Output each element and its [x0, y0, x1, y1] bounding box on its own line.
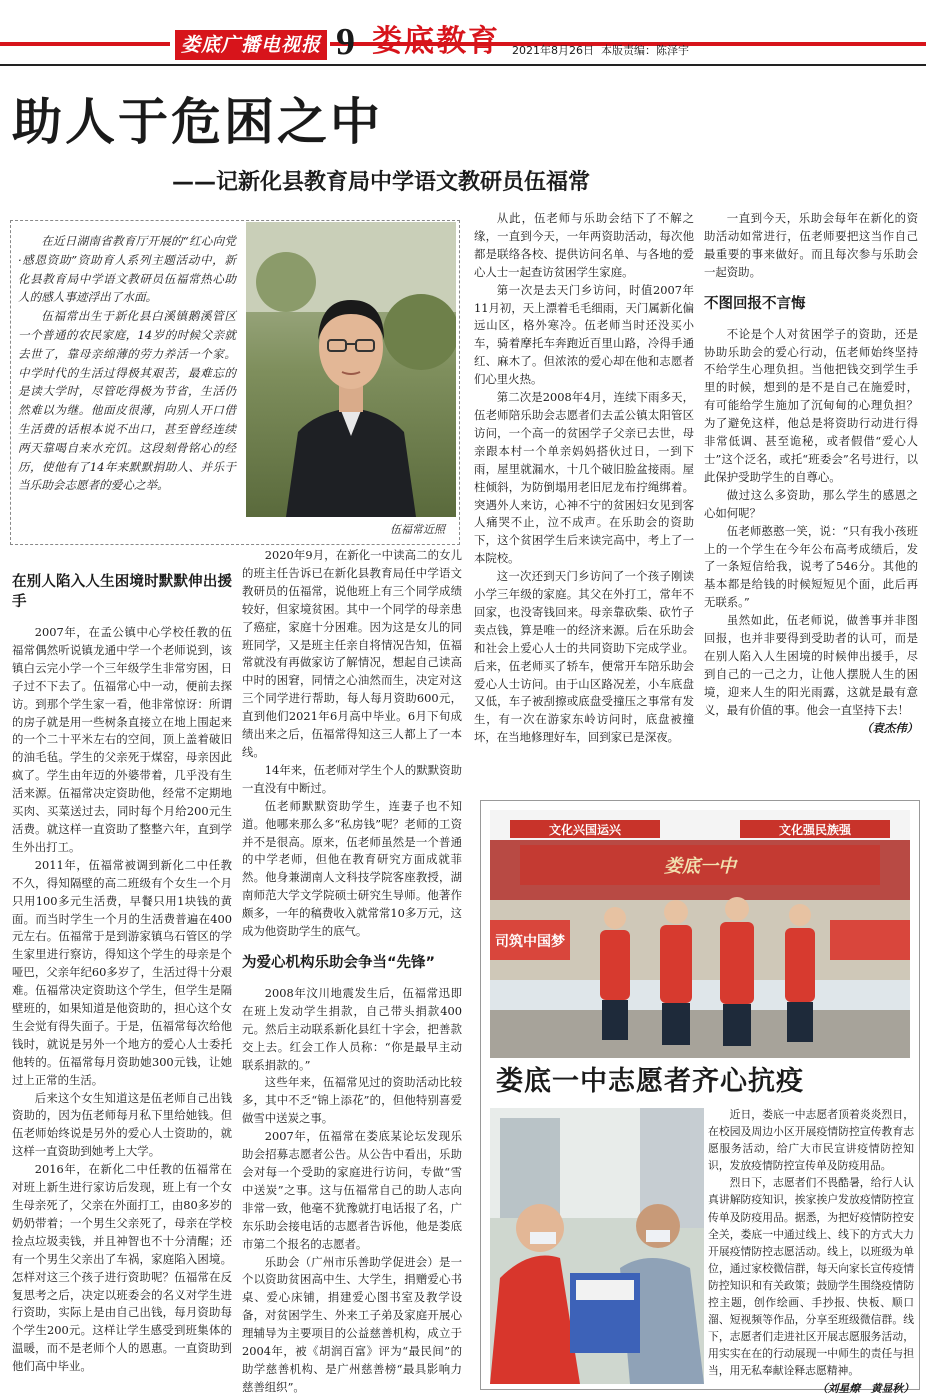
article-paragraph: 2011年，伍福常被调到新化二中任教不久，得知隔壁的高二班级有个女生一个月只用100多元生活费，早餐只用1块钱的黄面。而当时学生一个月的生活费普遍在400元左右。伍福常于是到游家镇乌石管区的学生家里进行察访，得知这个学生的母亲是个哑巴，父亲年纪60多岁了，生活过得十分艰难。伍福常决定资助这个学生，但学生是隔壁班的，如果知道是他资助的，担心这个女生会觉有得失面子。于是，伍福常每次给他钱时，就说是另外一个地方的爱心人士委托他转的。伍福常每月资助她300元钱，让她过上正常的生活。: [12, 857, 232, 1087]
article-paragraph: 不论是个人对贫困学子的资助，还是协助乐助会的爱心行动，伍老师始终坚持不给学生心理负担。当他把钱交到学生手里的时候，想到的是不是自己在施爱时，有可能给学生施加了沉甸甸的心理负担？为了避免这样，他总是将资助行动进行得非常低调、甚至诡秘，或者假借“爱心人士”这个泛名，或托“班委会”名号进行，以此保护受助学生的自尊心。: [704, 326, 918, 484]
masthead-rule: [0, 64, 926, 66]
school-sign-text: 娄底一中: [664, 856, 736, 877]
photo-story-author: （刘星燎 黄显秋）: [816, 1381, 914, 1395]
article-column-1: [12, 560, 232, 1376]
article-paragraph: 一直到今天，乐助会每年在新化的资助活动如常进行，伍老师要把这当作自己最重要的事来做好。而且每次参与乐助会一起资助。: [704, 211, 918, 279]
section-name: 娄底教育: [372, 24, 500, 59]
section-heading: 为爱心机构乐助会争当“先锋”: [242, 954, 436, 971]
section-heading: 在别人陷入人生困境时默默伸出援手: [12, 574, 232, 610]
issue-meta: [512, 42, 689, 58]
article-paragraph: 2008年汶川地震发生后，伍福常迅即在班上发动学生捐款，自己带头捐款400元。然后主动联系新化县红十字会，把善款交上去。红会工作人员称：“你是最早主动联系捐款的。”: [242, 985, 462, 1072]
paper-name: 娄底广播电视报: [175, 30, 327, 60]
article-paragraph: 2007年，在孟公镇中心学校任教的伍福常偶然听说镇龙通中学一个老师说到，该镇白云完小学一个三年级学生非常穷困，日子过不下去了。伍福常心中一动，便前去探访。到那个学生家一看，他非常惊讶：所谓的房子就是用一些树条直接立在地上围起来的一个二十平米左右的空间，顶上盖着破旧的油毛毡。学生的父亲死于煤窑，母亲因此疯了。学生由年迈的外婆带着，几乎没有生活来源。伍福常决定资助他，经常不定期地买肉、买菜送过去，同时每个月给200元生活费。就这样一直资助了整整六年，直到学生外出打工。: [12, 625, 232, 854]
article-paragraph: 后来这个女生知道这是伍老师自己出钱资助的，因为伍老师每月私下里给她钱。但伍老师始终说是另外的爱心人士资助的，就这样一直资助到她考上大学。: [12, 1090, 232, 1159]
volunteers-photo: [490, 810, 910, 1058]
page-number: 9: [336, 21, 355, 63]
banner-right-text: 文化强民族强: [778, 823, 852, 837]
banner-left-text: 文化兴国运兴: [548, 823, 622, 837]
photo-story-title: 娄底一中志愿者齐心抗疫: [496, 1066, 804, 1097]
article-paragraph: 伍老师默默资助学生，连妻子也不知道。他哪来那么多“私房钱”呢？老师的工资并不是很高。原来，伍老师虽然是一个普通的中学老师，但他在教育研究方面成就菲然。他身兼湖南人文科技学院客座教授，湖南师范大学文学院硕士研究生导师。他著作颇多，一年的稿费收入就常常10多万元，这成为他资助学生的底气。: [242, 798, 462, 939]
portrait-photo: [246, 222, 456, 517]
article-paragraph: 2020年9月，在新化一中读高二的女儿的班主任告诉已在新化县教育局任中学语文教研员的伍福常，说他班上有三个同学成绩较好，但家境贫困。其中一个同学的母亲患了癌症，家庭十分困难。因为这是女儿的同班同学，又是班主任亲自将情况告知，伍福常就没有再做家访了解情况，想起自己读高中时的困窘，同情之心油然而生，决定对这三个同学进行帮助，每人每月资助600元，直到他们2021年6月高中毕业。6月下旬成绩出来之后，伍福常得知这三人都上了一本线。: [242, 548, 462, 759]
article-author: （袁杰伟）: [861, 720, 918, 735]
page-editor: 本版责编：陈泽宇: [601, 44, 689, 57]
article-paragraph: 这一次还到天门乡访问了一个孩子刚读小学三年级的家庭。其父在外打工，常年不回家，也没寄钱回来。母亲靠砍柴、砍竹子卖点钱，算是唯一的经济来源。后在乐助会和社会上爱心人士的共同资助下完成学业。后来，伍老师买了轿车，便常开车陪乐助会爱心人士访问。由于山区路况差，小车底盘又低，车子被刮擦或底盘受撞压之事常有发生，有一次在游家东岭访问时，底盘被撞坏，在当地修理好车，回到家已是深夜。: [474, 569, 694, 745]
photo-story-paragraph: 近日，娄底一中志愿者顶着炎炎烈日，在校园及周边小区开展疫情防控宣传教育志愿服务活动，给广大市民宣讲疫情防控知识，发放疫情防控宣传单及防疫用品。: [708, 1108, 914, 1173]
article-paragraph: 从此，伍老师与乐助会结下了不解之缘，一直到今天，一年两资助活动，每次他都是联络各校、提供访问名单、与各地的爱心人士一起查访贫困学生家庭。: [474, 211, 694, 279]
article-paragraph: 2007年，伍福常在娄底某论坛发现乐助会招募志愿者公告。从公告中看出，乐助会对每一个受助的家庭进行访问，专做“雪中送炭”之事。这与伍福常自己的助人志向非常一致，他毫不犹豫就打电话报了名，广东乐助会接电话的志愿者告诉他，他是娄底市第二个报名的志愿者。: [242, 1129, 462, 1251]
article-column-3: [474, 210, 694, 747]
volunteer-handout-photo: [490, 1108, 704, 1384]
portrait-caption: 伍福常近照: [390, 523, 445, 536]
article-paragraph: 第二次是2008年4月，连续下雨多天，伍老师陪乐助会志愿者们去孟公镇太阳管区访问，一个高一的贫困学子父亲已去世，母亲跟本村一个单亲妈妈搭伙过日，一到下雨，屋里就漏水，十几个破旧脸盆接雨。屋柱倾斜，为防倒塌用老旧尼龙布拧绳绑着。突遇外人来访，心神不宁的贫困妇女见到客人痛哭不止，泣不成声。在乐助会的资助下，这个贫困学生后来读完高中，考上了一本院校。: [474, 390, 694, 566]
article-paragraph: 这些年来，伍福常见过的资助活动比较多，其中不乏“锦上添花”的，但他特别喜爱做雪中送炭之事。: [242, 1075, 462, 1126]
article-headline: 助人于危困之中: [12, 93, 383, 151]
article-column-4: [704, 210, 918, 737]
article-paragraph: 虽然如此，伍老师说，做善事并非图回报，也并非要得到受助者的认可，而是在别人陷入人生困境的时候伸出援手，尽到自己的一己之力，让他人摆脱人生的困境，迎来人生的阳光雨露，这就是最有意义，最有价值的事。他会一直坚持下去！: [704, 613, 918, 717]
article-paragraph: 做过这么多资助，那么学生的感恩之心如何呢？: [704, 487, 918, 520]
article-paragraph: 第一次是去天门乡访问，时值2007年11月初，天上漂着毛毛细雨，天门属新化偏远山区，格外寒冷。伍老师当时还没买小车，骑着摩托车奔跑近百里山路，冷得手通红、麻木了。但浓浓的爱心却在他和志愿者们心里火热。: [474, 282, 694, 387]
issue-date: 2021年8月26日: [512, 44, 594, 57]
article-paragraph: 伍老师憨憨一笑，说：“只有我小孩班上的一个学生在今年公布高考成绩后，发了一条短信给我，说考了546分。其他的基本都是给钱的时候短短见个面，此后再无联系。”: [704, 523, 918, 610]
article-paragraph: 乐助会（广州市乐善助学促进会）是一个以资助贫困高中生、大学生，捐赠爱心书桌、爱心床铺，捐建爱心图书室及教学设备，对贫困学生、外来工子弟及家庭开展心理辅导为主要项目的公益慈善机构，成立于2004年，被《胡润百富》评为“最民间”的助学慈善机构、是广州慈善榜“最具影响力慈善组织”。: [242, 1254, 462, 1394]
section-heading: 不图回报不言悔: [704, 295, 806, 312]
photo-story-paragraph: 烈日下，志愿者们不畏酷暑，给行人认真讲解防疫知识，挨家挨户发放疫情防控宣传单及防疫用品。据悉，为把好疫情防控安全关，娄底一中通过线上、线下的方式大力开展疫情防控志愿活动。线上，以班级为单位，通过家校微信群，每天向家长宣传疫情防控知识和有关政策；鼓励学生围绕疫情防控主题，创作绘画、手抄报、快板、顺口溜、短视频等作品，分享至班级微信群。线下，志愿者们走进社区开展志愿服务活动，用实实在在的行动展现一中师生的责任与担当，用无私奉献诠释志愿精神。: [708, 1176, 914, 1378]
article-paragraph: 2016年，在新化二中任教的伍福常在对班上新生进行家访后发现，班上有一个女生母亲死了，父亲在外面打工，由80多岁的奶奶带着；一个男生父亲死了，母亲在学校捡点垃圾卖钱，并且神智也不十分清醒；还有一个男生父亲出了车祸，家庭陷入困境。怎样对这三个孩子进行资助呢？伍福常在反复思考之后，决定以班委会的名义对学生进行资助，实际上是由自己出钱，每月资助每个学生200元。这样让学生感受到班集体的温暖，而不是老师个人的恩惠。一直资助到他们高中毕业。: [12, 1162, 232, 1374]
photo-story-text: [708, 1106, 914, 1397]
article-paragraph: 14年来，伍老师对学生个人的默默资助一直没有中断过。: [242, 762, 462, 795]
article-column-2: [242, 547, 462, 1397]
gate-sign-text: 司筑中国梦: [495, 934, 565, 950]
intro-paragraph: 在近日湖南省教育厅开展的“红心向党·感恩资助”资助育人系列主题活动中，新化县教育局中学语文教研员伍福常热心助人的感人事迹浮出了水面。: [18, 234, 236, 305]
intro-paragraph: 伍福常出生于新化县白溪镇鹅溪管区一个普通的农民家庭，14岁的时候父亲就去世了，靠母亲绵薄的劳力养活一个家。中学时代的生活过得极其艰苦，最难忘的是读大学时，尽管吃得极为节省，生活仍然难以为继。他面皮很薄，向别人开口借生活费的话根本说不出口，甚至曾经连续两天靠喝自来水充饥。这段刻骨铭心的经历，使他有了14年来默默捐助人、并乐于当乐助会志愿者的爱心之举。: [18, 309, 236, 493]
article-subheadline: ——记新化县教育局中学语文教研员伍福常: [172, 170, 591, 195]
intro-text: [18, 232, 236, 495]
